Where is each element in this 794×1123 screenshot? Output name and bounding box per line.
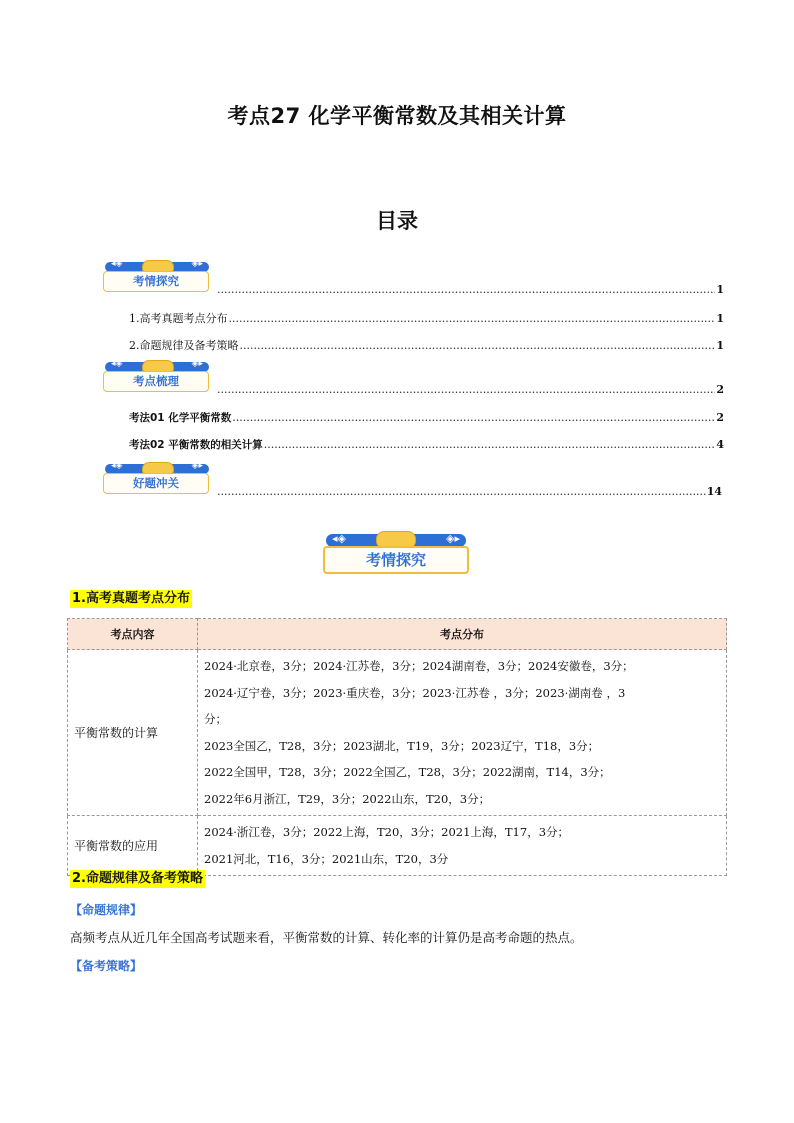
toc-page-number: 2 [716, 411, 724, 424]
toc-entry-label: 考法01 化学平衡常数 [129, 412, 232, 424]
distribution-line: 分； [204, 712, 227, 726]
toc-page-number: 1 [716, 312, 724, 325]
toc-badge-practice[interactable] [103, 461, 211, 496]
rule-text: 高频考点从近几年全国高考试题来看，平衡常数的计算、转化率的计算仍是高考命题的热点。 [70, 930, 583, 945]
toc-leader-dots [217, 283, 715, 296]
toc-badge-exam-analysis[interactable] [103, 259, 211, 294]
toc-page-number: 2 [716, 383, 724, 396]
table-row [68, 650, 727, 816]
toc-entry-distribution[interactable] [129, 310, 724, 326]
toc-entry-exam-analysis[interactable] [216, 283, 724, 296]
badge-bar: ◂◈ ◈▸ [105, 464, 209, 474]
distribution-line: 2022全国甲，T28，3分；2022全国乙，T28，3分；2022湖南，T14，3分； [204, 765, 611, 779]
toc-entry-method-01[interactable] [129, 410, 724, 425]
toc-entry-strategy[interactable] [129, 337, 724, 353]
toc-badge-label: 考情探究 [103, 271, 209, 292]
toc-entry-label: 考法02 平衡常数的相关计算 [129, 439, 263, 451]
distribution-line: 2023全国乙，T28，3分；2023湖北，T19，3分；2023辽宁，T18，3分； [204, 738, 600, 753]
toc-entry-method-02[interactable] [129, 437, 724, 452]
exam-distribution-table [67, 618, 727, 876]
toc-entry-key-points[interactable] [216, 383, 724, 396]
toc-entry-practice[interactable] [216, 485, 722, 498]
toc-leader-dots [240, 339, 716, 352]
badge-bar: ◂◈ ◈▸ [105, 262, 209, 272]
distribution-line: 2024·浙江卷，3分；2022上海，T20，3分；2021上海，T17，3分； [204, 825, 570, 839]
row-distribution [198, 650, 727, 816]
distribution-line: 2021河北，T16，3分；2021山东，T20，3分 [204, 851, 449, 866]
toc-page-number: 4 [716, 438, 724, 451]
toc-page-number: 14 [706, 485, 722, 498]
section-badge-label: 考情探究 [323, 546, 469, 574]
toc-entry-label: 1.高考真题考点分布 [129, 312, 228, 325]
prep-label: 【备考策略】 [70, 959, 143, 973]
badge-bar: ◂◈ ◈▸ [105, 362, 209, 372]
distribution-line: 2024·北京卷，3分；2024·江苏卷，3分；2024湖南卷，3分；2024安徽卷，3分； [204, 659, 634, 673]
col-header-content: 考点内容 [68, 619, 198, 650]
toc-page-number: 1 [716, 339, 724, 352]
toc-leader-dots [229, 312, 716, 325]
toc-badge-key-points[interactable] [103, 359, 211, 394]
toc-heading: 目录 [376, 209, 418, 233]
table-header-row [68, 619, 727, 650]
row-distribution [198, 816, 727, 876]
strategy-heading: 2.命题规律及备考策略 [72, 871, 203, 886]
badge-bar: ◂◈ ◈▸ [326, 534, 466, 547]
toc-leader-dots [264, 438, 716, 451]
distribution-line: 2022年6月浙江，T29，3分；2022山东，T20，3分； [204, 791, 491, 806]
distribution-heading: 1.高考真题考点分布 [72, 591, 190, 606]
rule-label: 【命题规律】 [70, 903, 143, 917]
toc-badge-label: 好题冲关 [103, 473, 209, 494]
toc-entry-label: 2.命题规律及备考策略 [129, 339, 239, 352]
toc-badge-label: 考点梳理 [103, 371, 209, 392]
toc-leader-dots [217, 485, 706, 498]
toc-leader-dots [232, 411, 715, 424]
toc-leader-dots [217, 383, 715, 396]
toc-page-number: 1 [716, 283, 724, 296]
page-title: 考点27 化学平衡常数及其相关计算 [227, 104, 567, 128]
table-row [68, 816, 727, 876]
col-header-distribution: 考点分布 [198, 619, 727, 650]
row-topic: 平衡常数的计算 [68, 650, 198, 816]
section-badge-exam-analysis [323, 534, 469, 574]
row-topic: 平衡常数的应用 [68, 816, 198, 876]
distribution-line: 2024·辽宁卷，3分；2023·重庆卷，3分；2023·江苏卷 ，3分；2023·湖南卷 ，3 [204, 685, 626, 700]
